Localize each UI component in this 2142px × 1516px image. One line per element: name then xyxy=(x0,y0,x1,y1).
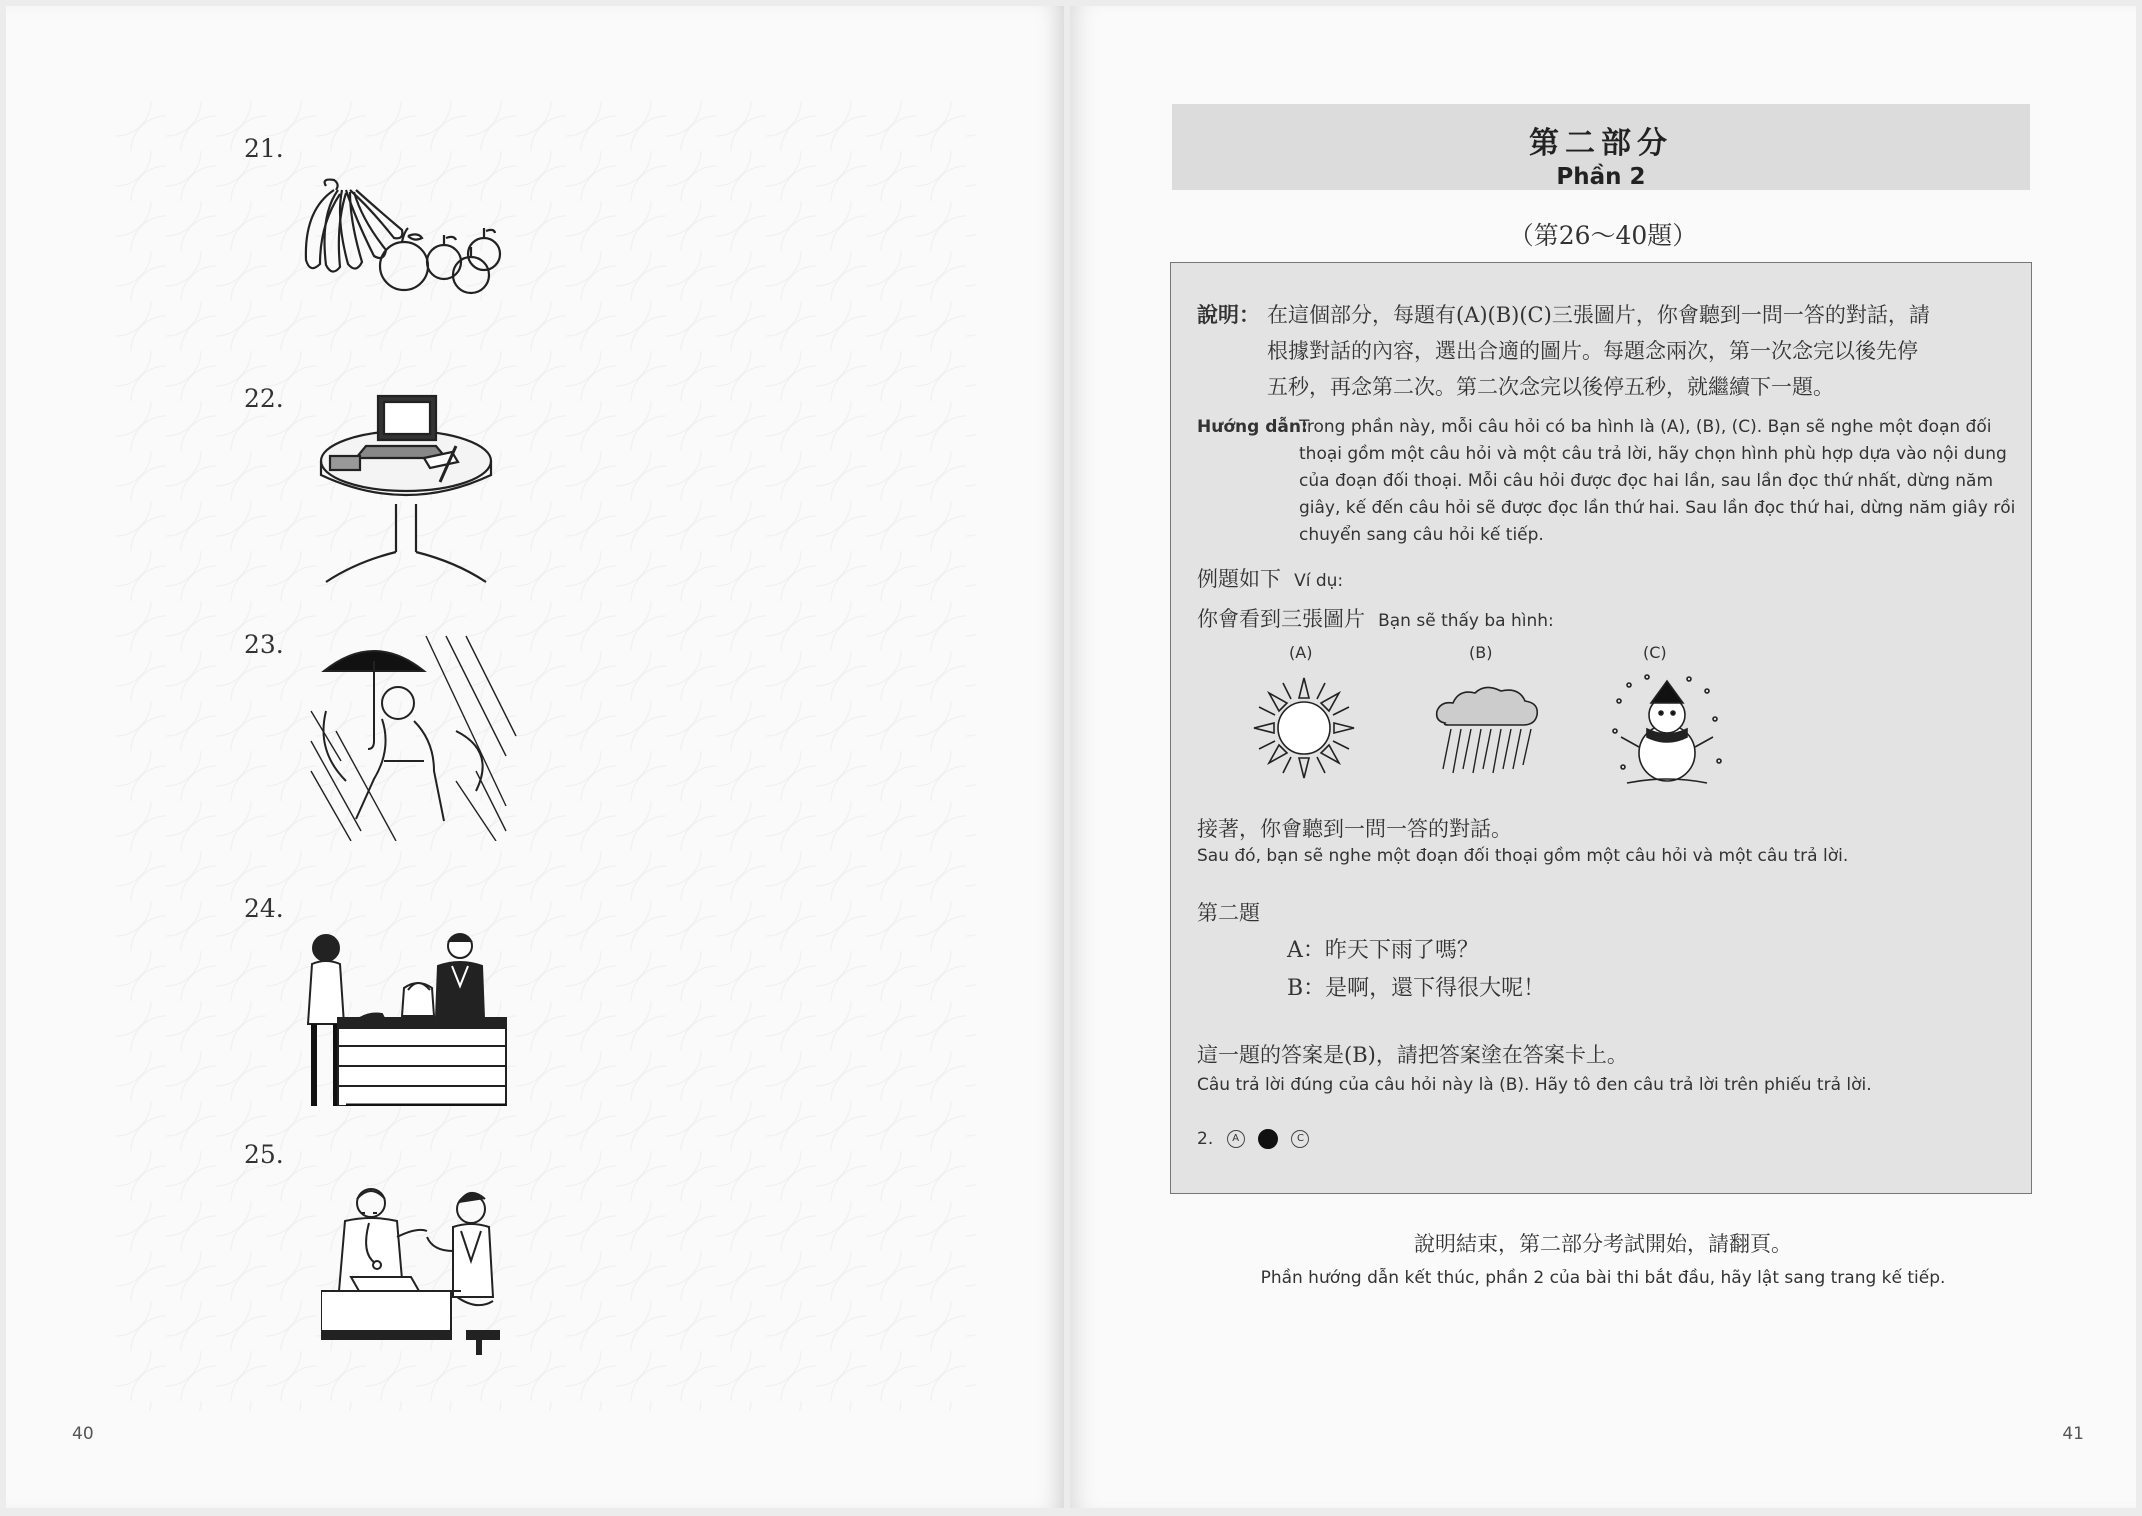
footer-vi: Phần hướng dẫn kết thúc, phần 2 của bài thi bắt đầu, hãy lật sang trang kế tiếp. xyxy=(1260,1268,1946,1288)
instructions-vi-line: Trong phần này, mỗi câu hỏi có ba hình là (A), (B), (C). Bạn sẽ nghe một đoạn đối xyxy=(1299,417,1992,437)
page-number: 41 xyxy=(2062,1424,2084,1444)
example-zh: 例題如下 xyxy=(1197,567,1281,591)
left-page xyxy=(6,6,1064,1508)
instructions-vi-line: của đoạn đối thoại. Mỗi câu hỏi được đọc hai lần, sau lần đọc thứ nhất, dừng năm xyxy=(1299,471,1994,491)
example-label xyxy=(1197,563,1343,593)
answer-zh: 這一題的答案是(B)，請把答案塗在答案卡上。 xyxy=(1197,1043,1628,1067)
answer-vi: Câu trả lời đúng của câu hỏi này là (B). Hãy tô đen câu trả lời trên phiếu trả lời. xyxy=(1197,1075,1872,1095)
instructions-zh-line: 在這個部分，每題有(A)(B)(C)三張圖片，你會聽到一問一答的對話，請 xyxy=(1267,303,1930,327)
answer-bubble-b-filled xyxy=(1258,1129,1278,1149)
see-pictures-label xyxy=(1197,603,1554,633)
instructions-zh-line: 五秒，再念第二次。第二次念完以後停五秒，就繼續下一題。 xyxy=(1267,375,1834,399)
then-hear-vi: Sau đó, bạn sẽ nghe một đoạn đối thoại gồm một câu hỏi và một câu trả lời. xyxy=(1197,846,1849,866)
laptop-on-table-icon xyxy=(306,386,506,586)
answer-sheet-sample xyxy=(1197,1129,1309,1149)
option-label-b: (B) xyxy=(1469,643,1493,662)
section-header xyxy=(1172,104,2030,190)
section-subtitle: Phần 2 xyxy=(1556,164,1646,190)
instructions-zh-label: 說明： xyxy=(1197,302,1260,327)
sun-icon xyxy=(1249,673,1359,783)
question-number: 21. xyxy=(244,134,284,163)
snowman-icon xyxy=(1607,671,1727,791)
dialog-line-b: B：是啊，還下得很大呢！ xyxy=(1287,976,1546,1001)
then-hear-zh: 接著，你會聽到一問一答的對話。 xyxy=(1197,817,1512,841)
example-vi: Ví dụ: xyxy=(1294,571,1344,591)
doctor-patient-icon xyxy=(321,1181,511,1356)
background-pattern xyxy=(116,101,976,1411)
question-range: （第26～40題） xyxy=(1508,221,1698,250)
instruction-box xyxy=(1170,262,2032,1194)
answer-sheet-number: 2. xyxy=(1197,1129,1214,1149)
instructions-zh-line: 根據對話的內容，選出合適的圖片。每題念兩次，第一次念完以後先停 xyxy=(1267,339,1918,363)
see-pictures-vi: Bạn sẽ thấy ba hình: xyxy=(1378,611,1554,631)
question-number: 23. xyxy=(244,630,284,659)
right-page xyxy=(1070,6,2136,1508)
instructions-vi-line: thoại gồm một câu hỏi và một câu trả lời, hãy chọn hình phù hợp dựa vào nội dung xyxy=(1299,444,2007,464)
instructions-vi-label: Hướng dẫn: xyxy=(1197,417,1308,437)
dialog-line-a: A：昨天下雨了嗎？ xyxy=(1287,938,1479,963)
see-pictures-zh: 你會看到三張圖片 xyxy=(1197,607,1365,631)
answer-bubble-c: C xyxy=(1291,1130,1309,1148)
shop-counter-icon xyxy=(296,926,508,1106)
option-label-a: (A) xyxy=(1289,643,1313,662)
option-label-c: (C) xyxy=(1643,643,1667,662)
question-number: 25. xyxy=(244,1140,284,1169)
instructions-vi-line: chuyển sang câu hỏi kế tiếp. xyxy=(1299,525,1544,545)
question-number: 22. xyxy=(244,384,284,413)
section-title: 第二部分 xyxy=(1529,126,1673,161)
fruit-icon xyxy=(296,176,516,296)
dialog-title: 第二題 xyxy=(1197,901,1260,925)
answer-bubble-a: A xyxy=(1227,1130,1245,1148)
page-number: 40 xyxy=(72,1424,94,1444)
man-umbrella-rain-icon xyxy=(306,631,518,841)
rain-cloud-icon xyxy=(1431,683,1551,783)
footer-zh: 說明結束，第二部分考試開始，請翻頁。 xyxy=(1414,1232,1792,1256)
instructions-vi-line: giây, kế đến câu hỏi sẽ được đọc lần thứ hai. Sau lần đọc thứ hai, dừng năm giây rồi xyxy=(1299,498,2016,518)
question-number: 24. xyxy=(244,894,284,923)
